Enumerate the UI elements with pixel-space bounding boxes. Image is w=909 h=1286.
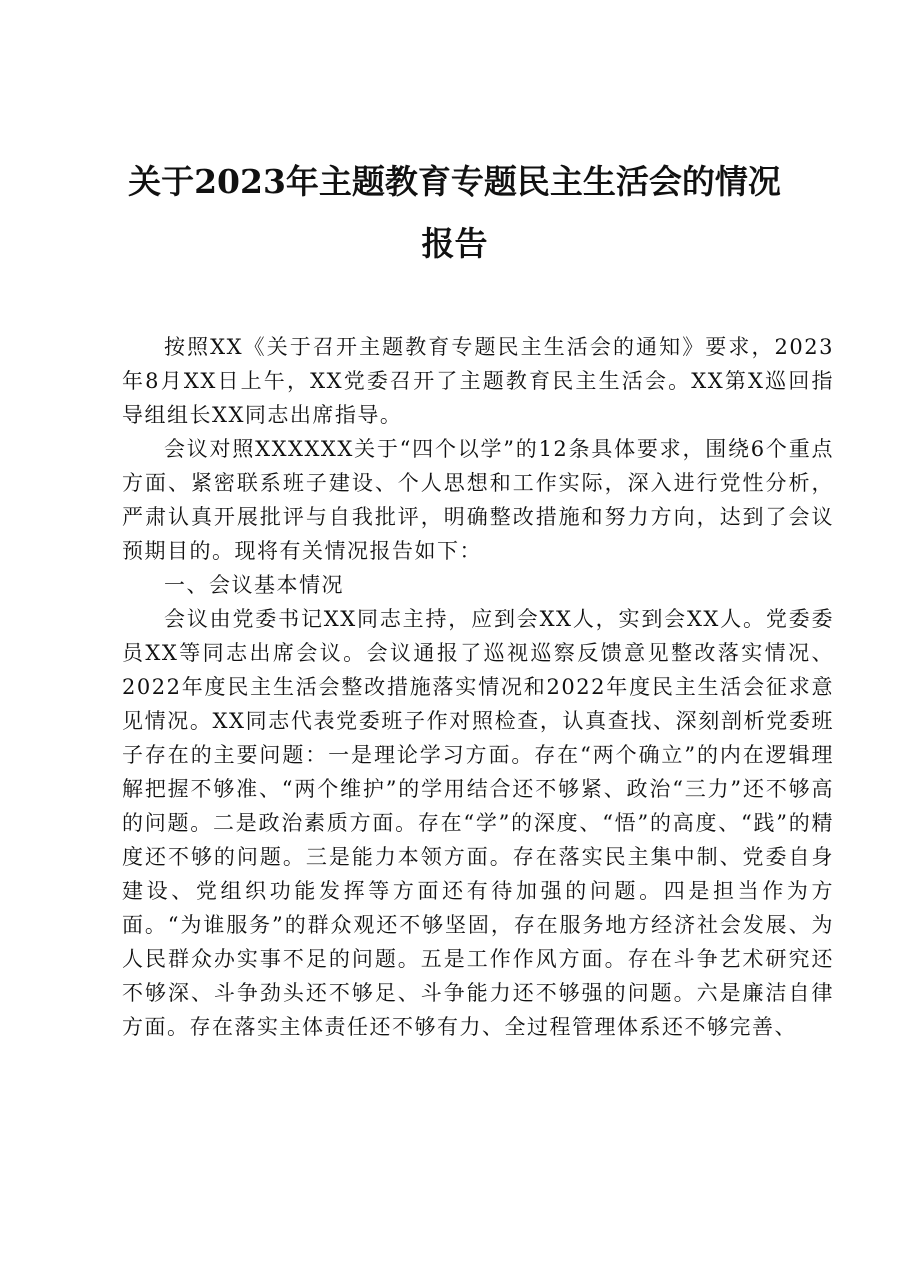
section-heading: 一、会议基本情况 (164, 573, 344, 597)
document-title-line-1: 关于2023年主题教育专题民主生活会的情况 (128, 162, 781, 201)
section-paragraph: 会议由党委书记XX同志主持，应到会XX人，实到会XX人。党委委员XX等同志出席会议。会议通报了巡视巡察反馈意见整改落实情况、2022年度民主生活会整改措施落实情况和2022年度民主生活会征求意见情况。XX同志代表党委班子作对照检查，认真查找、深刻剖析党委班子存在的主要问题：一是理论学习方面。存在“两个确立”的内在逻辑理解把握不够准、“两个维护”的学用结合还不够紧、政治“三力”还不够高的问题。二是政治素质方面。存在“学”的深度、“悟”的高度、“践”的精度还不够的问题。三是能力本领方面。存在落实民主集中制、党委自身建设、党组织功能发挥等方面还有待加强的问题。四是担当作为方面。“为谁服务”的群众观还不够坚固，存在服务地方经济社会发展、为人民群众办实事不足的问题。五是工作作风方面。存在斗争艺术研究还不够深、斗争劲头还不够足、斗争能力还不够强的问题。六是廉洁自律方面。存在落实主体责任还不够有力、全过程管理体系还不够完善、 (122, 607, 834, 1039)
document-body (122, 330, 834, 1044)
overview-paragraph: 会议对照XXXXXX关于“四个以学”的12条具体要求，围绕6个重点方面、紧密联系班子建设、个人思想和工作实际，深入进行党性分析，严肃认真开展批评与自我批评，明确整改措施和努力方向，达到了会议预期目的。现将有关情况报告如下： (122, 437, 834, 563)
intro-paragraph: 按照XX《关于召开主题教育专题民主生活会的通知》要求，2023年8月XX日上午，XX党委召开了主题教育民主生活会。XX第X巡回指导组组长XX同志出席指导。 (122, 335, 834, 427)
document-title-line-2: 报告 (421, 224, 488, 263)
